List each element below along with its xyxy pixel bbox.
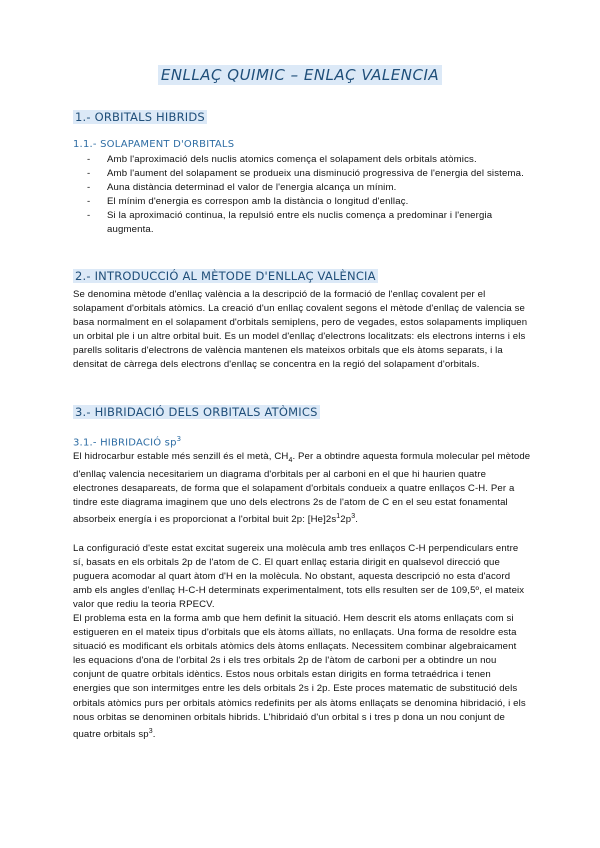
list-item: - Amb l'aproximació dels nuclis atomics comença el solapament dels orbitals atòmics. [87, 154, 477, 165]
subsection-1-1-heading: 1.1.- SOLAPAMENT D'ORBITALS [73, 139, 235, 150]
list-item: - Amb l'aument del solapament se produeix una disminució progressiva de l'energia del sistema. [87, 168, 524, 179]
section-2-heading: 2.- INTRODUCCIÓ AL MÈTODE D'ENLLAÇ VALÈNCIA [75, 269, 376, 283]
list-item: - Auna distància determinad el valor de l'energia alcança un mínim. [87, 182, 397, 193]
section-2-paragraph: Se denomina mètode d'enllaç valència a la descripció de la formació de l'enllaç covalent per el solapament d'orbitals atòmics. La creació d'un enllaç covalent segons el mètode d'enllaç de valencia se basa normalment en el solapament d'orbitals semiplens, pero de vegades, estos solapaments impliquen un orbital ple i un altre orbital buit. Es un model d'enllaç d'electrons localitzats: els electrons interns i els parells solitaris d'electrons de valència mantenen els mateixos orbitals que els àtoms separats, i la densitat de càrrega dels electrons d'enllaç se concentra en la regió del solapament d'orbitals. [73, 289, 528, 371]
section-3-1-paragraph-3: El problema esta en la forma amb que hem definit la situació. Hem descrit els atoms enllaçats com si estigueren en el mateix tipus d'orbitals que els àtoms aïllats, no enllaçats. Una forma de resoldre esta situació es modificant els orbitals atòmics dels àtoms enllaçats. Necessitem combinar algebraicament les equacions d'ona de l'orbital 2s i els tres orbitals 2p de l'àtom de carboni per a obtindre un nou conjunt de quatre orbitals idèntics. Estos nous orbitals estan dirigits en forma tetraédrica i tenen energies que son intermitges entre les dels orbitals 2s i 2p. Este proces matematic de substitució dels orbitals atòmics purs per orbitals atòmics redefinits per als àtoms enllaçats se denomina hibridació, i els nous orbitas se denominen orbitals hibrids. L'hibridaió d'un orbital s i tres p dona un nou conjunt de quatre orbitals $sp^3$. [73, 613, 526, 740]
document-title: ENLLAÇ QUIMIC – ENLAÇ VALENCIA [0, 66, 600, 84]
section-3-1-paragraph-2: La configuració d'este estat excitat sugereix una molècula amb tres enllaços C-H perpendiculars entre sí, basats en els orbitals 2p de l'atom de C. El quart enllaç estaria dirigit en qualsevol direcció que puguera acomodar al quart àtom d'H en la molècula. No obstant, aquesta descripció no esta d'acord amb els angles d'enllaç H-C-H determinats experimentalment, tots ells resulten ser de 109,5º, el mateix valor que rediu la teoria RPECV. [73, 543, 525, 611]
subsection-3-1-heading: 3.1.- HIBRIDACIÓ $sp^3$ [73, 435, 182, 449]
list-item: - Si la aproximació continua, la repulsió entre els nuclis comença a predominar i l'energia augmenta. [87, 210, 493, 235]
section-3-heading: 3.- HIBRIDACIÓ DELS ORBITALS ATÒMICS [75, 405, 318, 419]
list-item: - El mínim d'energia es correspon amb la distància o longitud d'enllaç. [87, 196, 409, 207]
section-1-heading: 1.- ORBITALS HIBRIDS [75, 110, 205, 124]
section-3-1-paragraph-1: El hidrocarbur estable més senzill és el metà, $CH_4$. Per a obtindre aquesta formula molecular pel mètode d'enllaç valencia necesitariem un diagrama d'orbitals per al carboni en el que hi haurien quatre electrones desapareats, de forma que el solapament d'orbitals condueix a quatre enllaços C-H. Per a tindre este diagrama imaginem que uno dels electrons 2s de l'atom de C en el seu estat fonamental absorbeix energía i es proporcionat a l'orbital buit 2p: $[He]2s^12p^3$. [73, 451, 531, 526]
bullet-list [87, 153, 527, 237]
